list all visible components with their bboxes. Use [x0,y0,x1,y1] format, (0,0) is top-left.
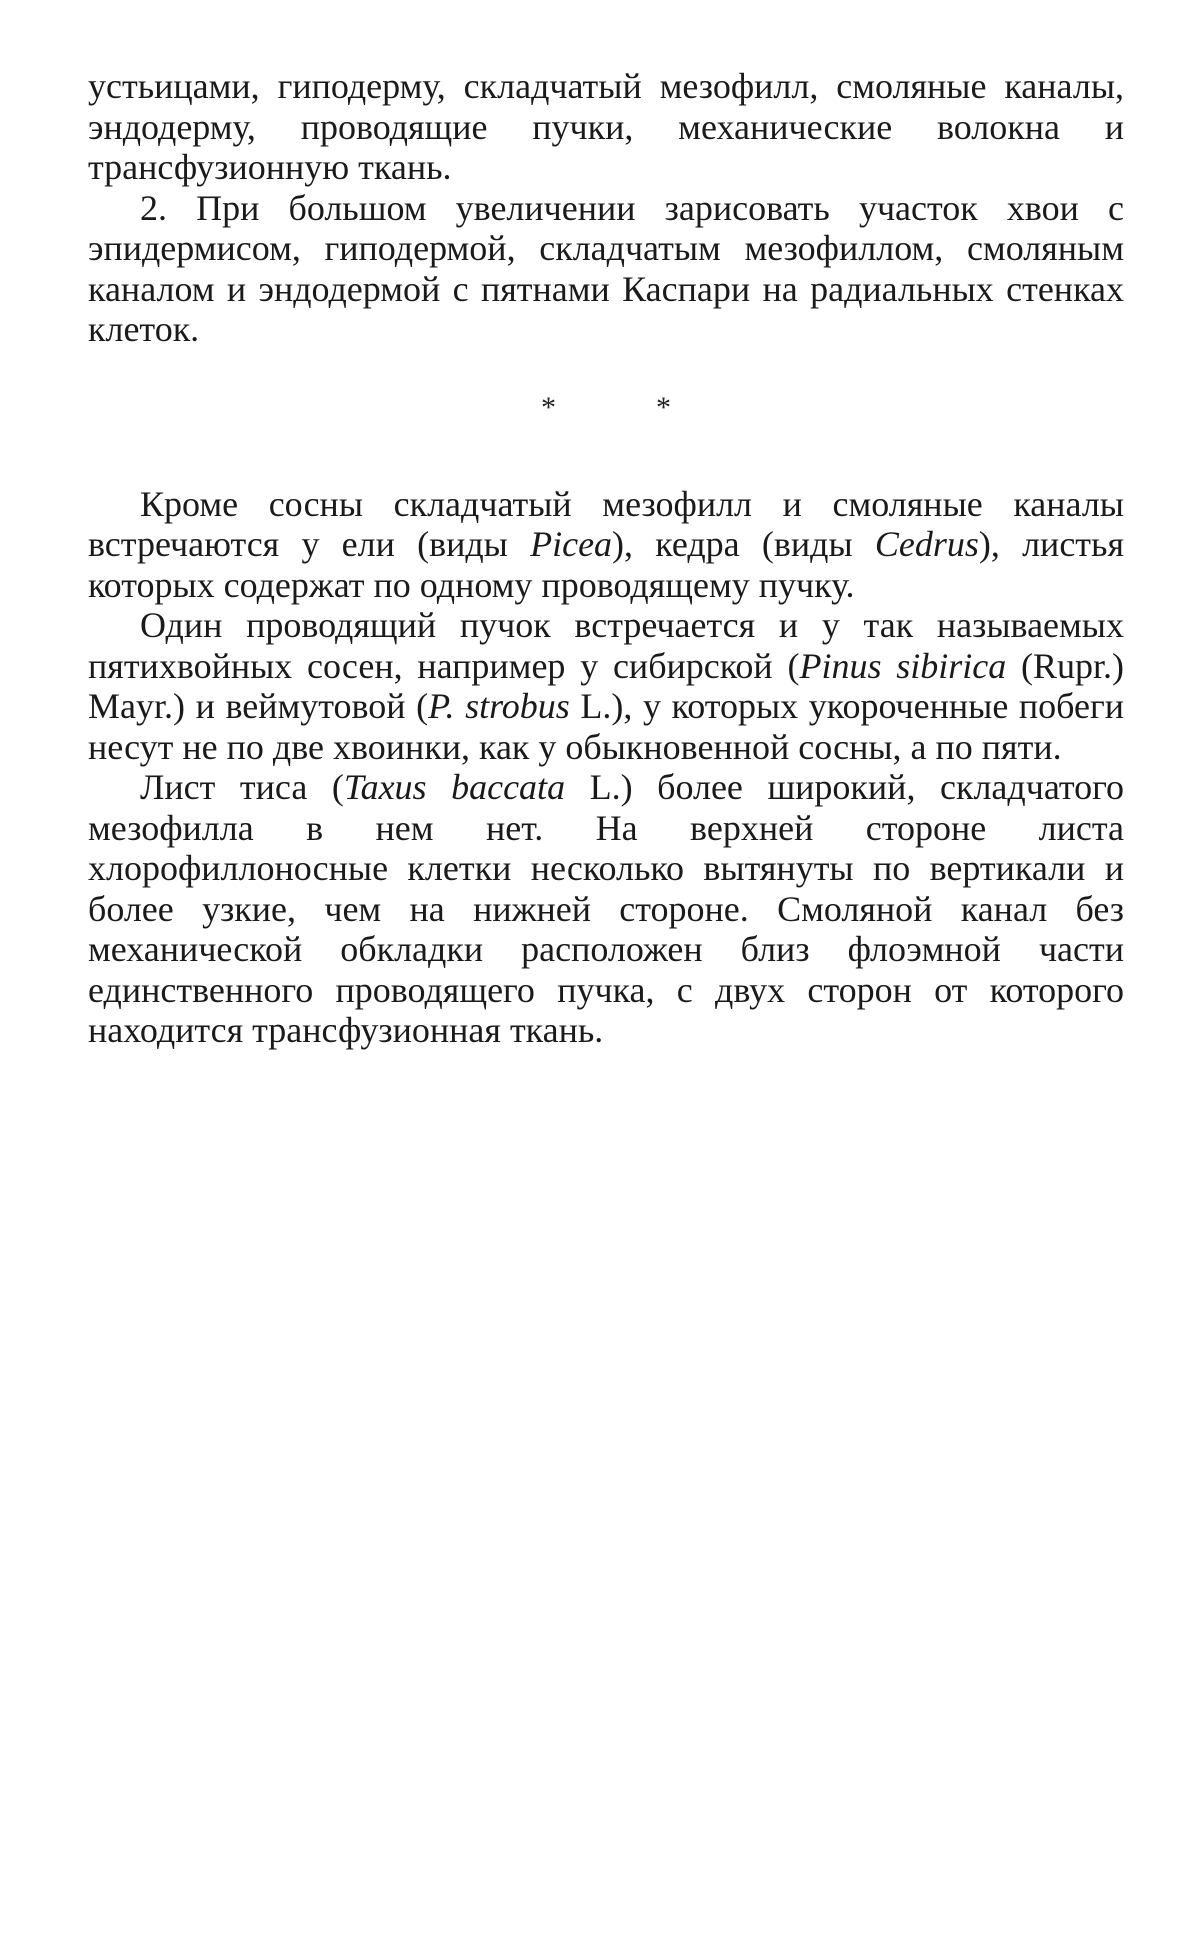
asterisk-left: * [541,391,556,425]
text-run: L.) более широкий, складчатого мезофилла в нем нет. На верхней стороне листа хлорофиллоносные клетки несколько вытянуты по вертикали и более узкие, чем на нижней стороне. Смоляной канал без механической обкладки расположен близ флоэмной части единственного проводящего пучка, с двух сторон от которого находится трансфузионная ткань. [88,767,1124,1050]
paragraph-spruce-cedar [88,484,1124,606]
paragraph-continued: устьицами, гиподерму, складчатый мезофилл, смоляные каналы, эндодерму, проводящие пучки, механические волокна и трансфузионную ткань. [88,66,1124,187]
latin-name: Taxus baccata [343,767,566,807]
text-run: L.), у которых укороченные побеги несут не по две хвоинки, как у обыкновенной сосны, а по пяти. [88,686,1125,767]
paragraph-task-2: 2. При большом увеличении зарисовать участок хвои с эпидермисом, гиподермой, складчатым мезофиллом, смоляным каналом и эндодермой с пятнами Каспари на радиальных стенках клеток. [88,187,1124,349]
text-run: (Rupr.) Mayr.) и веймутовой ( [88,645,1124,726]
text-run: Один проводящий пучок встречается и у так называемых пятихвойных сосен, например у сибирской ( [88,605,1124,686]
section-separator [88,350,1124,484]
latin-name: Pinus sibirica [799,645,1007,686]
paragraph-yew [88,767,1124,1051]
latin-name: P. strobus [428,686,570,726]
asterisk-right: * [656,391,671,425]
text-run: Лист тиса ( [140,767,344,807]
text-run: ), кедра (виды [612,524,875,564]
text-run: Кроме сосны складчатый мезофилл и смоляные каналы встречаются у ели (виды [88,483,1124,564]
latin-name: Picea [530,524,613,564]
paragraph-five-needle-pines [88,605,1124,767]
latin-name: Cedrus [874,524,979,564]
text-run: ), листья которых содержат по одному проводящему пучку. [88,524,1125,605]
document-page [88,66,1124,1051]
